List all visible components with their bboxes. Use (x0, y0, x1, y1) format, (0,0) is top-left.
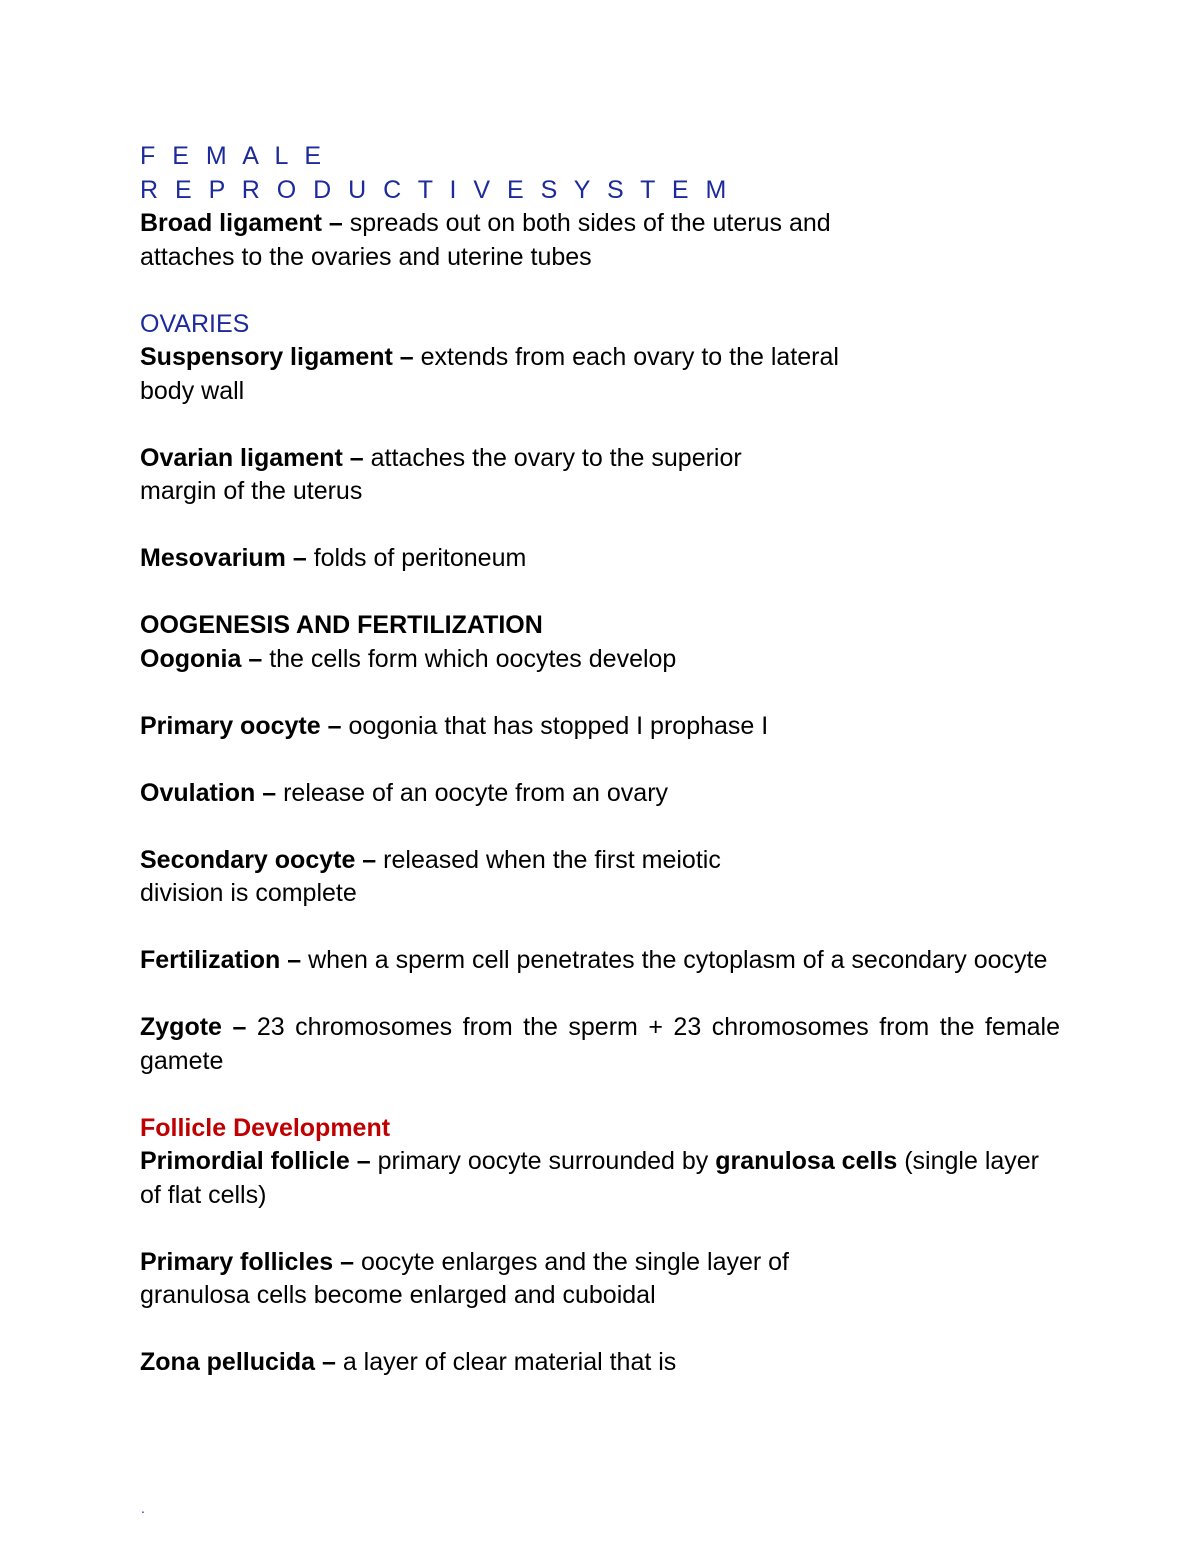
entry-term: Primary oocyte (140, 711, 321, 740)
entry-oogonia (140, 643, 1060, 677)
spacer (140, 408, 1060, 442)
spacer (140, 274, 1060, 308)
entry-separator: – (280, 946, 309, 974)
entry-separator: – (392, 343, 421, 371)
entry-term: Broad ligament (140, 209, 322, 237)
entry-ovarian-ligament (140, 442, 810, 509)
entry-secondary-oocyte (140, 844, 800, 911)
entry-primary-oocyte (140, 710, 1060, 744)
entry-definition: when a sperm cell penetrates the cytoplasm of a secondary oocyte (308, 946, 1048, 974)
spacer (140, 978, 1060, 1012)
section-heading-oogenesis: OOGENESIS AND FERTILIZATION (140, 611, 543, 639)
entry-separator: – (321, 209, 350, 237)
title-line-1: F E M A L E (140, 142, 327, 170)
entry-definition: oogonia that has stopped I prophase I (348, 711, 769, 740)
entry-separator: – (320, 711, 349, 740)
entry-term: Mesovarium (140, 544, 286, 572)
entry-definition: folds of peritoneum (313, 544, 527, 572)
entry-term: Suspensory ligament (140, 343, 393, 371)
document-page (140, 140, 1060, 1380)
entry-mesovarium (140, 542, 1060, 576)
entry-definition: the cells form which oocytes develop (269, 644, 677, 673)
entry-separator: – (221, 1013, 257, 1041)
entry-term: Secondary oocyte (140, 845, 356, 874)
entry-term: Primary follicles (140, 1247, 334, 1276)
entry-definition: extends from each ovary to the lateral body wall (140, 343, 839, 405)
entry-term: Oogonia (140, 644, 242, 673)
entry-suspensory-ligament (140, 341, 840, 408)
entry-definition: primary oocyte surrounded by (377, 1147, 716, 1175)
entry-definition-bold: granulosa cells (715, 1147, 898, 1175)
spacer (140, 1313, 1060, 1347)
entry-term: Primordial follicle (140, 1147, 350, 1175)
entry-definition: released when the first meiotic division is complete (140, 845, 721, 907)
entry-definition-rest: (single layer of flat cells) (140, 1147, 1040, 1209)
entry-fertilization (140, 944, 1060, 978)
entry-separator: – (315, 1348, 343, 1376)
entry-definition: spreads out on both sides of the uterus and attaches to the ovaries and uterine tubes (140, 209, 831, 271)
section-heading-ovaries: OVARIES (140, 309, 250, 338)
entry-separator: – (285, 544, 314, 572)
entry-broad-ligament (140, 207, 850, 274)
section-heading-follicle-development: Follicle Development (140, 1113, 391, 1142)
entry-definition: release of an oocyte from an ovary (283, 778, 669, 807)
entry-term: Ovulation (140, 778, 256, 807)
entry-definition: 23 chromosomes from the sperm + 23 chromosomes from the female gamete (140, 1013, 1061, 1075)
entry-separator: – (349, 1147, 378, 1175)
spacer (140, 911, 1060, 945)
spacer (140, 1078, 1060, 1112)
entry-zygote (140, 1011, 1060, 1078)
entry-separator: – (333, 1247, 361, 1276)
spacer (140, 509, 1060, 543)
title-line-2: R E P R O D U C T I V E S Y S T E M (140, 175, 732, 204)
entry-separator: – (342, 443, 371, 472)
entry-definition: attaches the ovary to the superior margin of the uterus (140, 443, 742, 505)
entry-separator: – (241, 644, 270, 673)
entry-term: Ovarian ligament (140, 443, 343, 472)
spacer (140, 576, 1060, 610)
spacer (140, 1212, 1060, 1246)
spacer (140, 810, 1060, 844)
entry-ovulation (140, 777, 1060, 811)
entry-separator: – (355, 845, 384, 874)
entry-separator: – (255, 778, 284, 807)
entry-definition: a layer of clear material that is (342, 1348, 677, 1376)
entry-term: Fertilization (140, 946, 281, 974)
entry-term: Zona pellucida (140, 1348, 316, 1376)
footer-mark: . (141, 1500, 145, 1516)
spacer (140, 676, 1060, 710)
entry-primary-follicles (140, 1246, 830, 1313)
entry-term: Zygote (140, 1013, 222, 1041)
entry-primordial-follicle (140, 1145, 1060, 1212)
entry-zona-pellucida (140, 1346, 1060, 1380)
entry-definition: oocyte enlarges and the single layer of granulosa cells become enlarged and cuboidal (140, 1247, 790, 1309)
spacer (140, 743, 1060, 777)
